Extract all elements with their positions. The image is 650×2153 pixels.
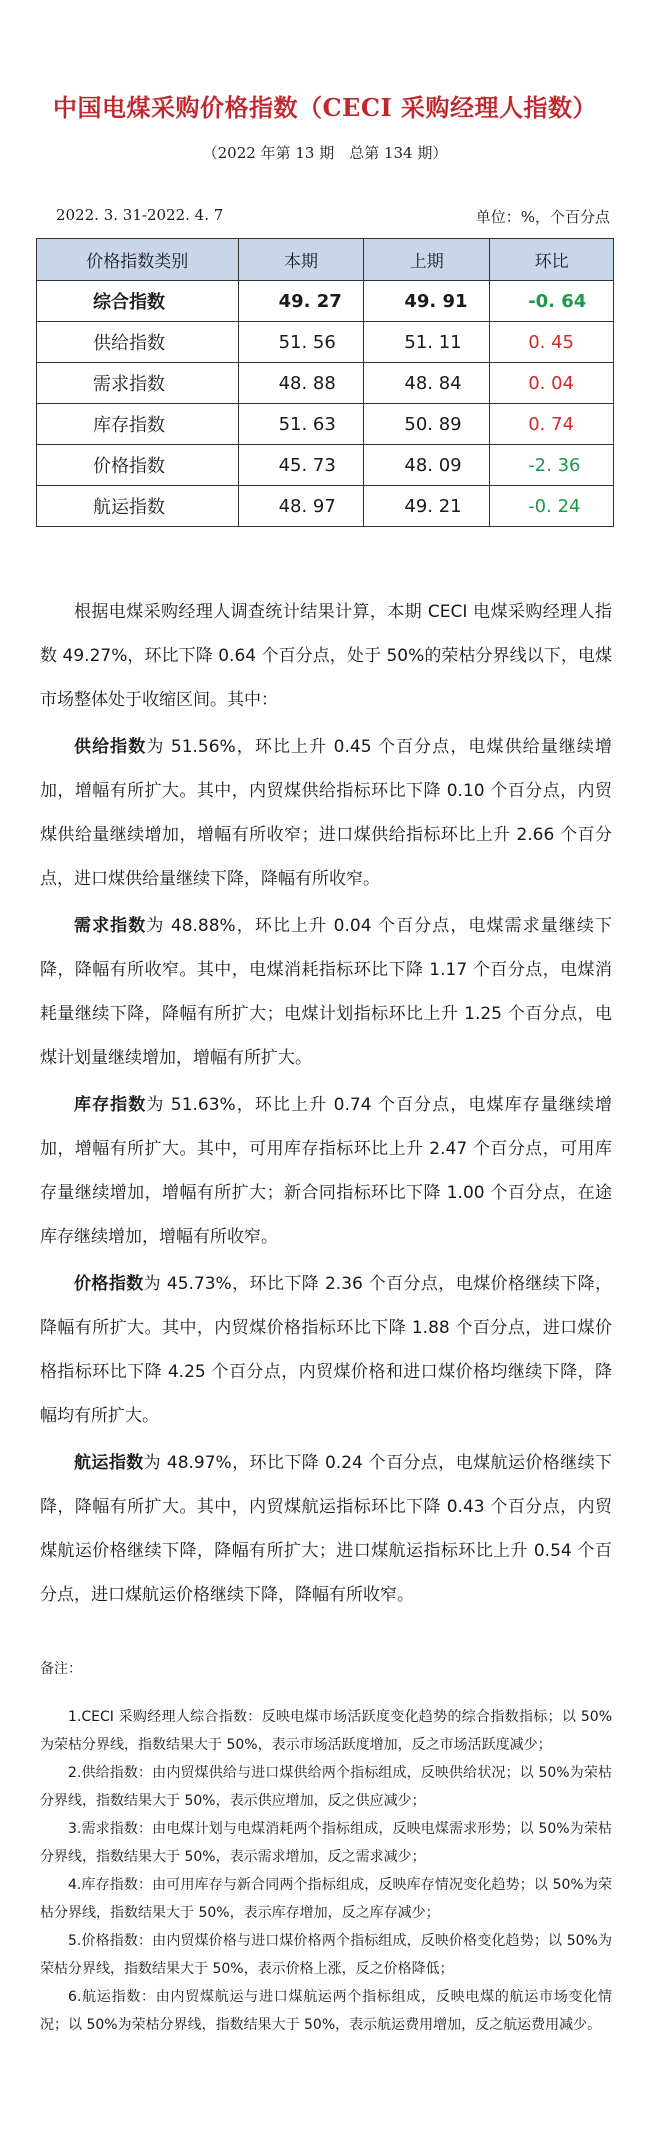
date-range: 2022. 3. 31-2022. 4. 7 bbox=[56, 206, 224, 224]
current-cell: 48. 88 bbox=[238, 363, 364, 404]
previous-cell: 48. 09 bbox=[364, 445, 490, 486]
table-row bbox=[37, 486, 614, 527]
notes-section bbox=[40, 1655, 612, 2039]
category-cell: 综合指数 bbox=[37, 281, 239, 322]
index-table bbox=[36, 238, 614, 527]
previous-cell: 48. 84 bbox=[364, 363, 490, 404]
section-text: 为 51.56%，环比上升 0.45 个百分点，电煤供给量继续增加，增幅有所扩大。其中，内贸煤供给指标环比下降 0.10 个百分点，内贸煤供给量继续增加，增幅有所收窄；进口煤供给指标环比上升 2.66 个百分点，进口煤供给量继续下降，降幅有所收窄。 bbox=[40, 737, 612, 889]
category-cell: 航运指数 bbox=[37, 486, 239, 527]
category-cell: 需求指数 bbox=[37, 363, 239, 404]
change-cell: -0. 64 bbox=[490, 281, 614, 322]
category-cell: 价格指数 bbox=[37, 445, 239, 486]
table-row bbox=[37, 404, 614, 445]
previous-cell: 51. 11 bbox=[364, 322, 490, 363]
note-item: 6.航运指数：由内贸煤航运与进口煤航运两个指标组成，反映电煤的航运市场变化情况；以 50%为荣枯分界线，指数结果大于 50%，表示航运费用增加，反之航运费用减少。 bbox=[40, 1989, 612, 2033]
notes-heading: 备注： bbox=[40, 1661, 82, 1677]
column-header: 价格指数类别 bbox=[37, 239, 239, 281]
table-row bbox=[37, 322, 614, 363]
category-cell: 供给指数 bbox=[37, 322, 239, 363]
current-cell: 51. 56 bbox=[238, 322, 364, 363]
section-paragraph bbox=[40, 1441, 612, 1617]
section-paragraph bbox=[40, 725, 612, 901]
current-cell: 49. 27 bbox=[238, 281, 364, 322]
change-cell: -0. 24 bbox=[490, 486, 614, 527]
note-item: 2.供给指数：由内贸煤供给与进口煤供给两个指标组成，反映供给状况；以 50%为荣枯分界线，指数结果大于 50%，表示供应增加，反之供应减少； bbox=[40, 1765, 612, 1809]
table-row bbox=[37, 445, 614, 486]
note-item: 1.CECI 采购经理人综合指数：反映电煤市场活跃度变化趋势的综合指数指标；以 50%为荣枯分界线，指数结果大于 50%，表示市场活跃度增加，反之市场活跃度减少； bbox=[40, 1709, 612, 1753]
section-text: 为 48.97%，环比下降 0.24 个百分点，电煤航运价格继续下降，降幅有所扩大。其中，内贸煤航运指标环比下降 0.43 个百分点，内贸煤航运价格继续下降，降幅有所扩大；进口煤航运指标环比上升 0.54 个百分点，进口煤航运价格继续下降，降幅有所收窄。 bbox=[40, 1453, 613, 1605]
note-item: 4.库存指数：由可用库存与新合同两个指标组成，反映库存情况变化趋势；以 50%为荣枯分界线，指数结果大于 50%，表示库存增加，反之库存减少； bbox=[40, 1877, 612, 1921]
section-term: 航运指数 bbox=[74, 1453, 144, 1473]
section-paragraph bbox=[40, 904, 612, 1080]
change-cell: 0. 74 bbox=[490, 404, 614, 445]
column-header: 本期 bbox=[238, 239, 364, 281]
table-row bbox=[37, 281, 614, 322]
change-cell: -2. 36 bbox=[490, 445, 614, 486]
note-item: 3.需求指数：由电煤计划与电煤消耗两个指标组成，反映电煤需求形势；以 50%为荣枯分界线，指数结果大于 50%，表示需求增加，反之需求减少； bbox=[40, 1821, 612, 1865]
section-term: 价格指数 bbox=[74, 1274, 144, 1294]
category-cell: 库存指数 bbox=[37, 404, 239, 445]
previous-cell: 50. 89 bbox=[364, 404, 490, 445]
intro-paragraph: 根据电煤采购经理人调查统计结果计算，本期 CECI 电煤采购经理人指数 49.27%，环比下降 0.64 个百分点，处于 50%的荣枯分界线以下，电煤市场整体处于收缩区间。其中： bbox=[40, 602, 612, 710]
change-cell: 0. 04 bbox=[490, 363, 614, 404]
current-cell: 48. 97 bbox=[238, 486, 364, 527]
section-text: 为 45.73%，环比下降 2.36 个百分点，电煤价格继续下降，降幅有所扩大。其中，内贸煤价格指标环比下降 1.88 个百分点，进口煤价格指标环比下降 4.25 个百分点，内贸煤价格和进口煤价格均继续下降，降幅均有所扩大。 bbox=[40, 1274, 613, 1426]
previous-cell: 49. 21 bbox=[364, 486, 490, 527]
table-row bbox=[37, 363, 614, 404]
current-cell: 45. 73 bbox=[238, 445, 364, 486]
section-term: 需求指数 bbox=[74, 916, 147, 936]
section-term: 供给指数 bbox=[74, 737, 147, 757]
unit-label: 单位：%，个百分点 bbox=[475, 208, 610, 226]
section-term: 库存指数 bbox=[74, 1095, 147, 1115]
section-text: 为 51.63%，环比上升 0.74 个百分点，电煤库存量继续增加，增幅有所扩大。其中，可用库存指标环比上升 2.47 个百分点，可用库存量继续增加，增幅有所扩大；新合同指标环比下降 1.00 个百分点，在途库存继续增加，增幅有所收窄。 bbox=[40, 1095, 612, 1247]
report-body bbox=[40, 590, 612, 1620]
section-text: 为 48.88%，环比上升 0.04 个百分点，电煤需求量继续下降，降幅有所收窄。其中，电煤消耗指标环比下降 1.17 个百分点，电煤消耗量继续下降，降幅有所扩大；电煤计划指标环比上升 1.25 个百分点，电煤计划量继续增加，增幅有所扩大。 bbox=[40, 916, 612, 1068]
section-paragraph bbox=[40, 1083, 612, 1259]
current-cell: 51. 63 bbox=[238, 404, 364, 445]
report-title: 中国电煤采购价格指数（CECI 采购经理人指数） bbox=[52, 93, 598, 122]
section-paragraph bbox=[40, 1262, 612, 1438]
note-item: 5.价格指数：由内贸煤价格与进口煤价格两个指标组成，反映价格变化趋势；以 50%为荣枯分界线，指数结果大于 50%，表示价格上涨，反之价格降低； bbox=[40, 1933, 612, 1977]
column-header: 上期 bbox=[364, 239, 490, 281]
previous-cell: 49. 91 bbox=[364, 281, 490, 322]
column-header: 环比 bbox=[490, 239, 614, 281]
table-header-row bbox=[37, 239, 614, 281]
change-cell: 0. 45 bbox=[490, 322, 614, 363]
issue-number: （2022 年第 13 期 总第 134 期） bbox=[202, 144, 448, 162]
